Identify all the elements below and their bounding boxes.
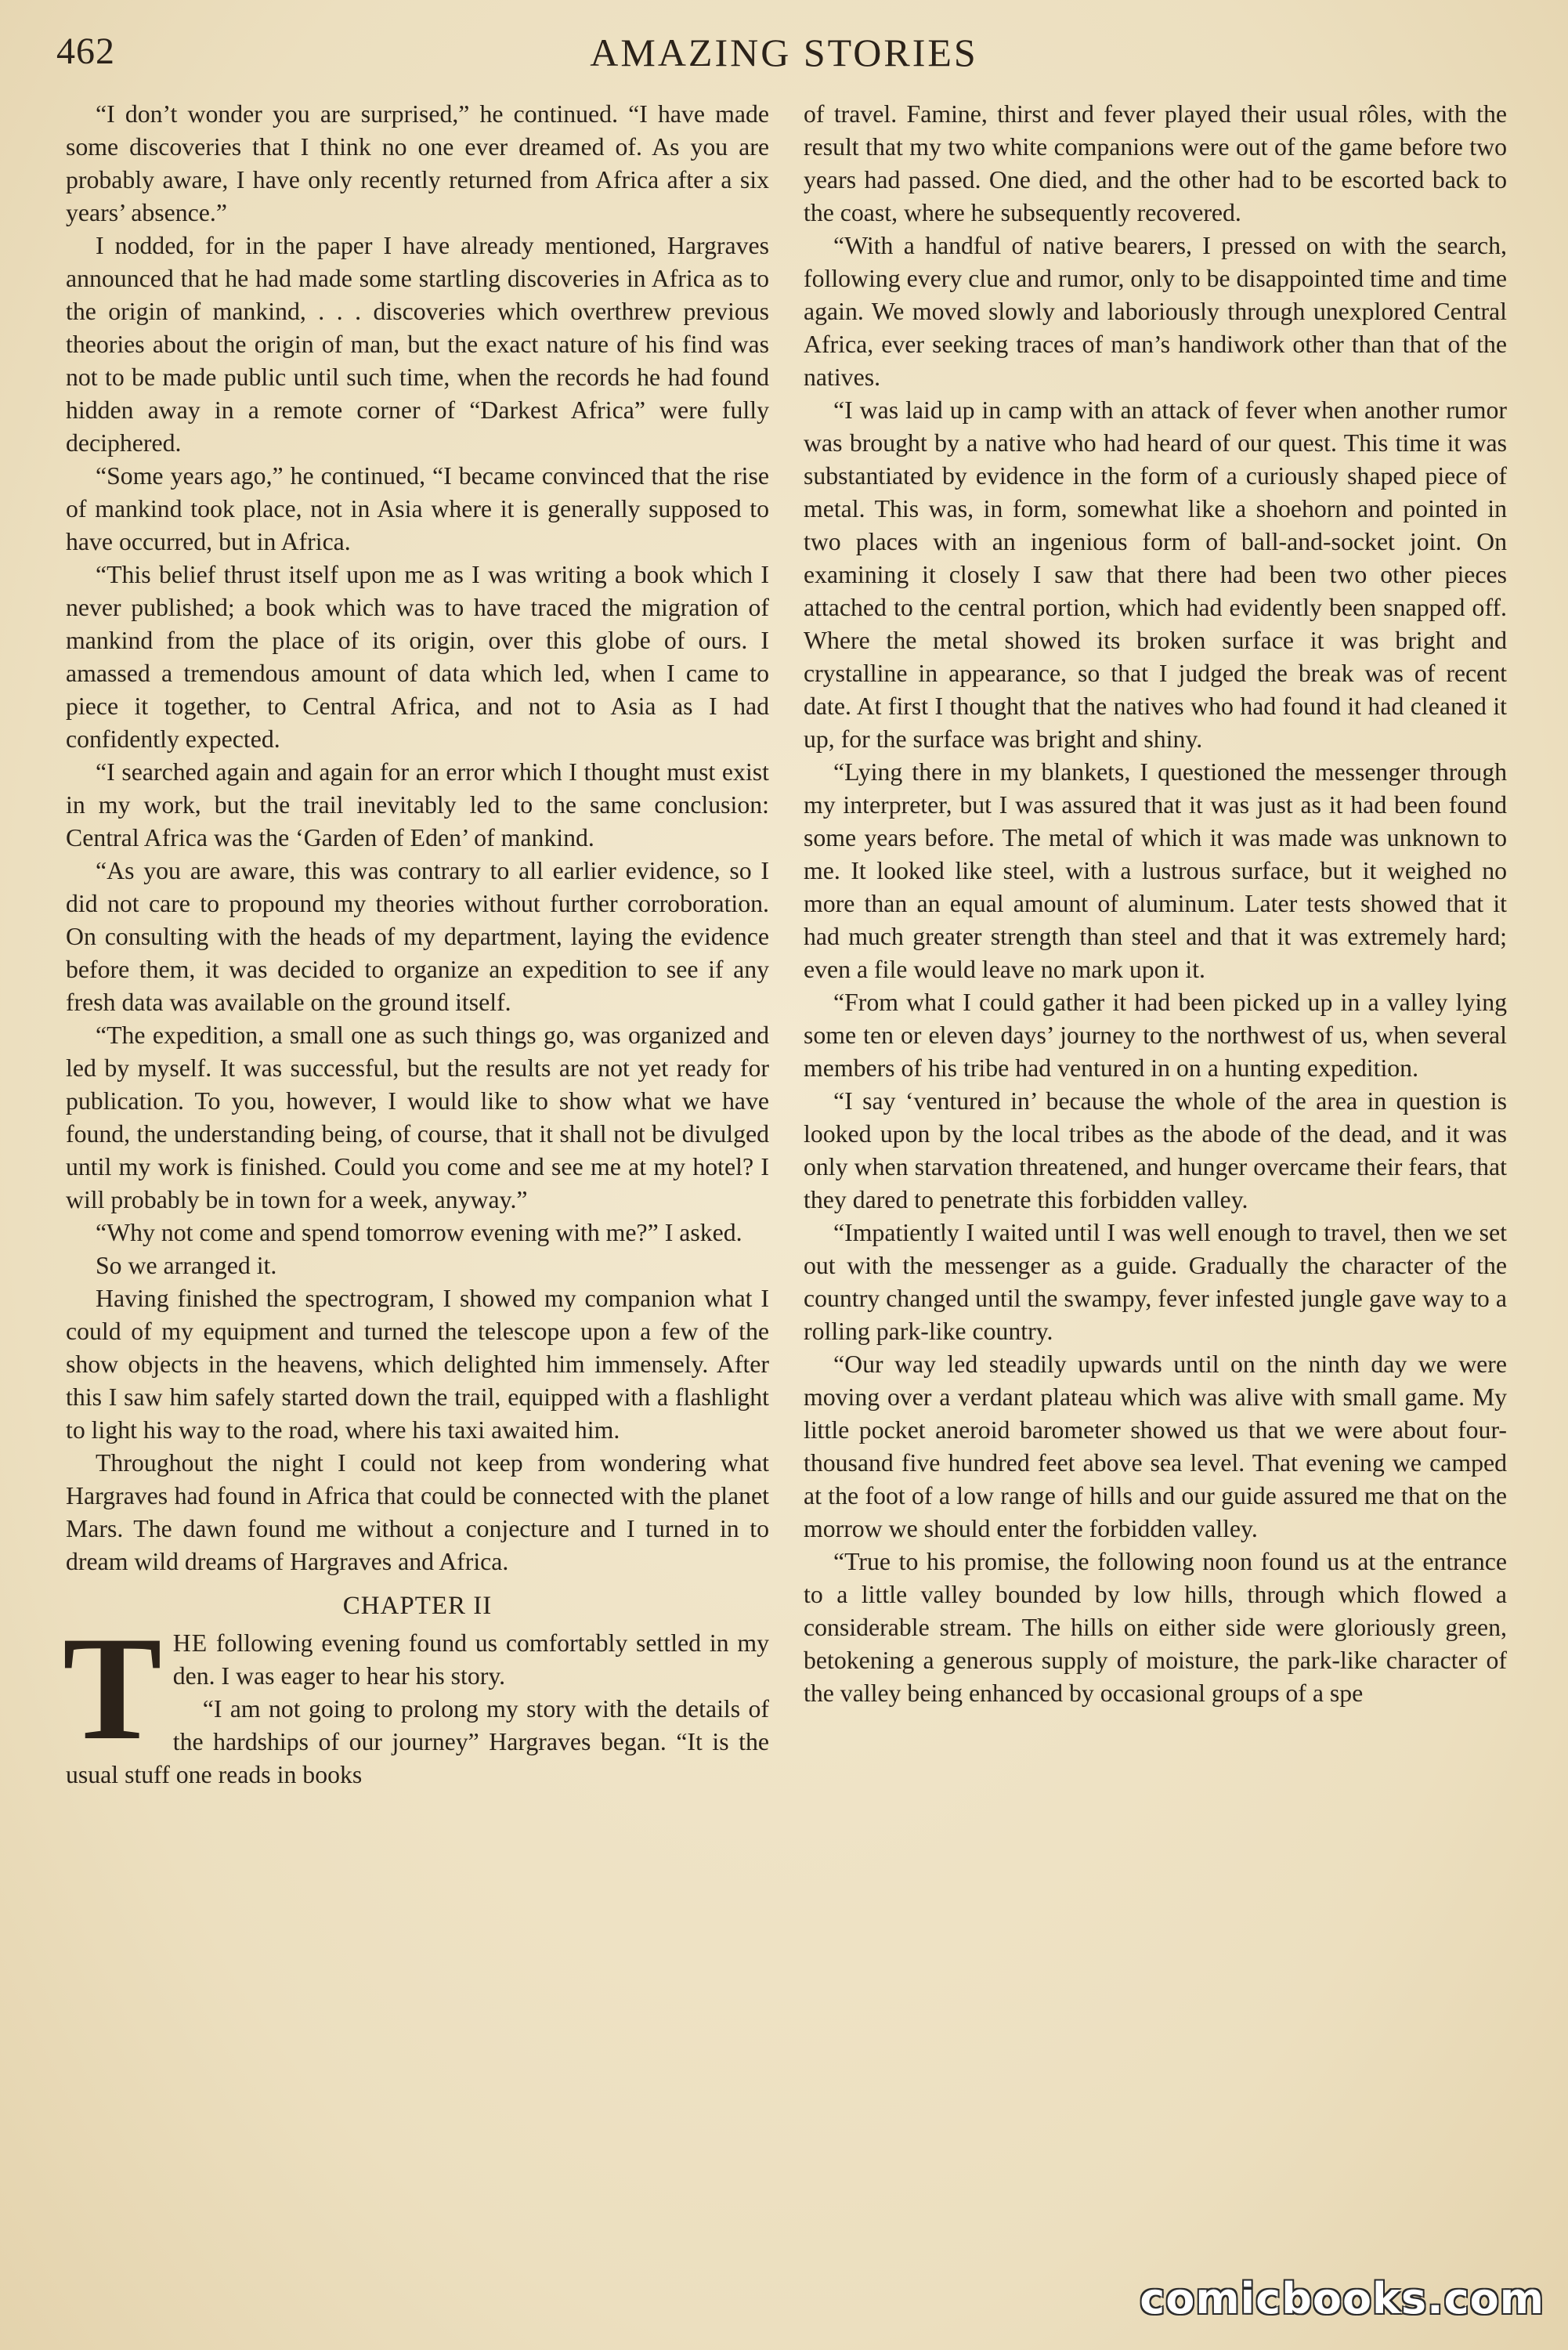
continued-paragraph: of travel. Famine, thirst and fever played their usual rôles, with the result that my two white companions were out of the game before two years had passed. One died, and the other had to be escorted back to the coast, where he subsequently recovered. [804,100,1507,226]
paragraph: “True to his promise, the following noon found us at the entrance to a little valley bounded by low hills, through which flowed a considerable stream. The hills on either side were gloriously green, betokening a generous supply of moisture, the park-like character of the valley being enhanced by occasional groups of a spe [804,1548,1507,1707]
opening-small-caps: HE [172,1629,208,1657]
right-column [804,98,1507,1710]
paragraph: I nodded, for in the paper I have already mentioned, Hargraves announced that he had made some startling discoveries in Africa as to the origin of mankind, . . . discoveries which overthrew previous theories about the origin of man, but the exact nature of his find was not to be made public until such time, when the records he had found hidden away in a remote corner of “Darkest Africa” were fully deciphered. [66,232,769,457]
paragraph: Having finished the spectrogram, I showed my companion what I could of my equipment and turned the telescope upon a few of the show objects in the heavens, which delighted him immensely. After this I saw him safely started down the trail, equipped with a flashlight to light his way to the road, where his taxi awaited him. [66,1285,769,1444]
paragraph: “As you are aware, this was contrary to all earlier evidence, so I did not care to propound my theories without further corroboration. On consulting with the heads of my department, laying the evidence before them, it was decided to organize an expedition to see if any fresh data was available on the ground itself. [66,857,769,1016]
paragraph: “I don’t wonder you are surprised,” he continued. “I have made some discoveries that I think no one ever dreamed of. As you are probably aware, I have only recently returned from Africa after a six years’ absence.” [66,100,769,226]
paragraph: “Our way led steadily upwards until on the ninth day we were moving over a verdant plateau which was alive with small game. My little pocket aneroid barometer showed us that we were about four-thousand five hundred feet above sea level. That evening we camped at the foot of a low range of hills and our guide assured me that on the morrow we should enter the forbidden valley. [804,1350,1507,1542]
watermark: comicbooks.com [1140,2274,1545,2323]
paragraph: “Some years ago,” he continued, “I became convinced that the rise of mankind took place, not in Asia where it is generally supposed to have occurred, but in Africa. [66,462,769,555]
chapter-heading: CHAPTER II [342,1592,493,1620]
paragraph: So we arranged it. [96,1252,277,1279]
paragraph: “This belief thrust itself upon me as I was writing a book which I never published; a book which was to have traced the migration of mankind from the place of its origin, over this globe of ours. I amassed a tremendous amount of data which led, when I came to piece it together, to Central Africa, and not to Asia as I had confidently expected. [66,561,769,753]
paragraph: Throughout the night I could not keep from wondering what Hargraves had found in Africa that could be connected with the planet Mars. The dawn found me without a conjecture and I turned in to dream wild dreams of Hargraves and Africa. [66,1449,769,1575]
page-number: 462 [56,31,115,72]
paragraph: “Lying there in my blankets, I questioned the messenger through my interpreter, but I was assured that it was just as it had been found some years before. The metal of which it was made was unknown to me. It looked like steel, with a lustrous surface, but it weighed no more than an equal amount of aluminum. Later tests showed that it had much greater strength than steel and that it was extremely hard; even a file would leave no mark upon it. [804,758,1507,983]
paragraph: “I searched again and again for an error which I thought must exist in my work, but the trail inevitably led to the same conclusion: Central Africa was the ‘Garden of Eden’ of mankind. [66,758,769,851]
paragraph: “I was laid up in camp with an attack of fever when another rumor was brought by a native who had heard of our quest. This time it was substantiated by evidence in the form of a curiously shaped piece of metal. This was, in form, somewhat like a shoehorn and pointed in two places with an ingenious form of ball-and-socket joint. On examining it closely I saw that there had been two other pieces attached to the central portion, which had evidently been snapped off. Where the metal showed its broken surface it was bright and crystalline in appearance, so that I judged the break was of recent date. At first I thought that the natives who had found it had cleaned it up, for the surface was bright and shiny. [804,396,1507,753]
paragraph: “From what I could gather it had been picked up in a valley lying some ten or eleven days’ journey to the northwest of us, when several members of his tribe had ventured in on a hunting expedition. [804,989,1507,1082]
drop-cap: T [63,1607,162,1771]
paragraph: “The expedition, a small one as such things go, was organized and led by myself. It was successful, but the results are not yet ready for publication. To you, however, I would like to show what we have found, the understanding being, of course, that it shall not be divulged until my work is finished. Could you come and see me at my hotel? I will probably be in town for a week, anyway.” [66,1021,769,1213]
left-column [63,98,769,1791]
paragraph: “I say ‘ventured in’ because the whole of the area in question is looked upon by the local tribes as the abode of the dead, and it was only when starvation threatened, and hunger overcame their fears, that they dared to penetrate this forbidden valley. [804,1087,1507,1213]
paragraph: “I am not going to prolong my story with the details of the hardships of our journey” Hargraves began. “It is the usual stuff one reads in books [66,1695,769,1788]
running-title: AMAZING STORIES [590,31,978,74]
paragraph: “Impatiently I waited until I was well enough to travel, then we set out with the messenger as a guide. Gradually the character of the country changed until the swampy, fever infested jungle gave way to a rolling park-like country. [804,1219,1507,1345]
opening-text: following evening found us comfortably settled in my den. I was eager to hear his story. [172,1629,769,1690]
paragraph: “With a handful of native bearers, I pressed on with the search, following every clue and rumor, only to be disappointed time and time again. We moved slowly and laboriously through unexplored Central Africa, ever seeking traces of man’s handiwork other than that of the natives. [804,232,1507,391]
paragraph: “Why not come and spend tomorrow evening with me?” I asked. [96,1219,742,1246]
